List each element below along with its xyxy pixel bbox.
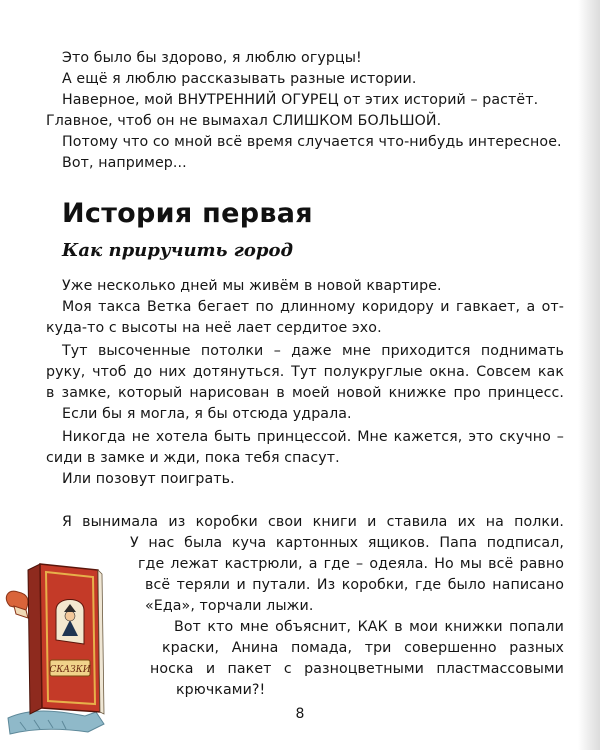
body-line: Уже несколько дней мы живём в новой квартире.: [62, 278, 442, 294]
page-edge-shadow: [578, 0, 600, 750]
body2-line: где лежат кастрюли, а где – одеяла. Но мы всё равно: [138, 556, 564, 572]
intro-line: Потому что со мной всё время случается что-нибудь интересное.: [62, 134, 562, 150]
page-number: 8: [295, 706, 305, 722]
intro-line: Наверное, мой ВНУТРЕННИЙ ОГУРЕЦ от этих историй – растёт.: [62, 92, 539, 108]
body2-line: краски, Анина помада, три совершенно разных: [162, 640, 564, 656]
chapter-title: История первая: [62, 198, 313, 229]
body2-line: крючками?!: [176, 682, 266, 698]
illustration-cover-text: СКАЗКИ: [49, 665, 91, 675]
body-line: Если бы я могла, я бы отсюда удрала.: [62, 406, 352, 422]
body2-line: «Еда», торчали лыжи.: [145, 598, 314, 614]
intro-line: Главное, чтоб он не вымахал СЛИШКОМ БОЛЬШОЙ.: [46, 113, 442, 129]
body2-line: всё теряли и путали. Из коробки, где было написано: [145, 577, 564, 593]
intro-line: Вот, например...: [62, 155, 187, 171]
body2-line: носка и пакет с разноцветными пластмассовыми: [150, 661, 564, 677]
body-line: сиди в замке и жди, пока тебя спасут.: [46, 450, 340, 466]
body-line: Никогда не хотела быть принцессой. Мне кажется, это скучно –: [62, 429, 564, 445]
chapter-subtitle: Как приручить город: [62, 240, 293, 261]
intro-line: А ещё я люблю рассказывать разные истории.: [62, 71, 417, 87]
body2-line: У нас была куча картонных ящиков. Папа подписал,: [130, 535, 564, 551]
body-line: в замке, который нарисован в моей новой книжке про принцесс.: [46, 385, 564, 401]
body-line: Тут высоченные потолки – даже мне приходится поднимать: [62, 343, 564, 359]
intro-line: Это было бы здорово, я люблю огурцы!: [62, 50, 362, 66]
body2-line: Я вынимала из коробки свои книги и ставила их на полки.: [62, 514, 564, 530]
body-line: куда-то с высоты на неё лает сердитое эхо.: [46, 320, 382, 336]
body-line: Моя такса Ветка бегает по длинному коридору и гавкает, а от-: [62, 299, 564, 315]
body-line: Или позовут поиграть.: [62, 471, 235, 487]
body-line: руку, чтоб до них дотянуться. Тут полукруглые окна. Совсем как: [46, 364, 564, 380]
body2-line: Вот кто мне объяснит, КАК в мои книжки попали: [174, 619, 564, 635]
